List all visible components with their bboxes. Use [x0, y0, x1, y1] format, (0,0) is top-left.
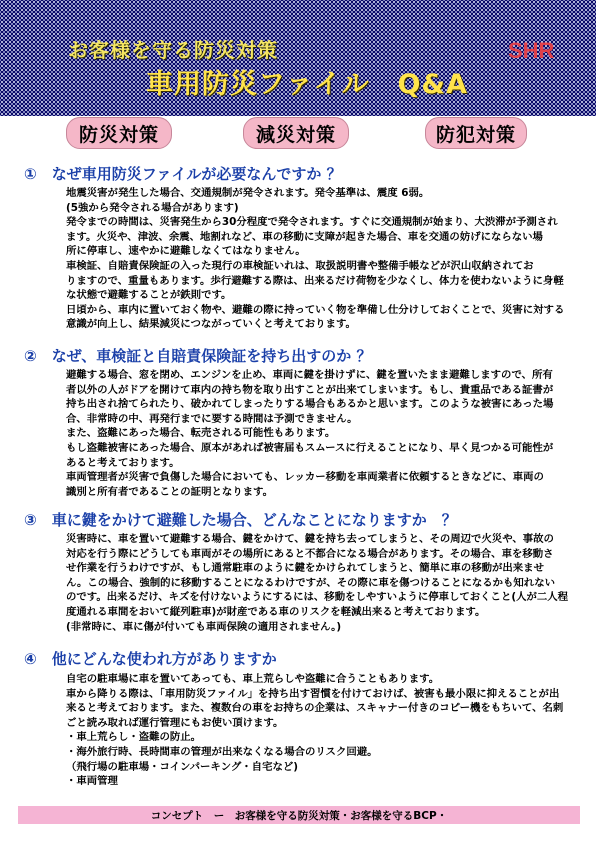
- answer-line: 度通れる車間をおいて縦列駐車)が財産である車のリスクを軽減出来ると考えております。: [66, 605, 486, 618]
- answer-line: 車両管理者が災害で負傷した場合においても、レッカー移動を車両業者に依頼するときなどに、車両の: [66, 471, 544, 484]
- footer-concept: コンセプト ー お客様を守る防災対策・お客様を守るBCP・: [18, 806, 580, 824]
- answer-line: 意識が向上し、結果減災につながっていくと考えております。: [66, 318, 356, 331]
- answer-line: 自宅の駐車場に車を置いてあっても、車上荒らしや盗難に合うこともあります。: [66, 673, 440, 685]
- answer-line: 避難する場合、窓を閉め、エンジンを止め、車両に鍵を掛けずに、鍵を置いたまま避難しますので、所有: [66, 369, 553, 381]
- answer-2: [66, 368, 566, 499]
- answer-line: ・海外旅行時、長時間車の管理が出来なくなる場合のリスク回避。: [66, 745, 378, 758]
- answer-line: 地震災害が発生した場合、交通規制が発令されます。発令基準は、震度 6弱。: [66, 187, 430, 199]
- answer-line: のです。出来るだけ、キズを付けないようにするには、移動をしやすいように停車しておくこと(人が二人程: [66, 591, 569, 604]
- question-2: ② なぜ、車検証と自賠責保険証を持ち出すのか ？: [24, 347, 372, 365]
- answer-line: (非常時に、車に傷が付いても車両保険の適用されません。): [66, 620, 342, 633]
- answer-line: ・車両管理: [66, 775, 118, 788]
- answer-1: [66, 186, 566, 332]
- answer-line: 発令までの時間は、災害発生から30分程度で発令されます。すぐに交通規制が始まり、大渋滞が予測され: [66, 216, 558, 229]
- answer-line: また、盗難にあった場合、転売される可能性もあります。: [66, 427, 336, 440]
- answer-line: 災害時に、車を置いて避難する場合、鍵をかけて、鍵を持ち去ってしまうと、その周辺で火災や、事故の: [66, 533, 554, 545]
- tag-crime-prevention: 防犯対策: [425, 117, 527, 149]
- answer-line: せ作業を行うわけですが、もし通常駐車のように鍵をかけられてしまうと、簡単に車の移動が出来ませ: [66, 562, 544, 575]
- answer-line: 車検証、自賠責保険証の入った現行の車検証いれは、取扱説明書や整備手帳などが沢山収納されてお: [66, 259, 534, 272]
- answer-3: [66, 532, 569, 634]
- answer-line: 者以外の人がドアを開けて車内の持ち物を取り出すことが出来てしまいます。もし、貴重品である証書が: [66, 383, 554, 396]
- logo-text: SHR: [508, 38, 555, 63]
- answer-line: な状態で避難することが鉄則です。: [66, 289, 232, 302]
- answer-line: 合、非常時の中、再発行までに要する時間は予測できません。: [66, 412, 358, 425]
- answer-line: (5強から発令される場合があります): [66, 201, 239, 214]
- question-4: ④ 他にどんな使われ方がありますか: [24, 650, 277, 668]
- answer-4: [66, 672, 566, 789]
- question-1: ① なぜ車用防災ファイルが必要なんですか ？: [24, 165, 342, 183]
- tag-disaster-mitigation: 減災対策: [243, 117, 349, 149]
- answer-line: 持ち出され捨てられたり、破かれてしまったりする場合もあるかと思います。このような被害にあった場: [66, 398, 554, 411]
- answer-line: ん。この場合、強制的に移動することになるわけですが、その際に車を傷つけることになるかも知れない: [66, 576, 555, 589]
- company-logo: [506, 36, 566, 64]
- answer-line: 所に停車し、速やかに避難しなくてはなりません。: [66, 245, 306, 258]
- answer-line: りますので、重量もあります。歩行避難する際は、出来るだけ荷物を少なくし、体力を使わないように身軽: [66, 274, 564, 287]
- answer-line: ・車上荒らし・盗難の防止。: [66, 731, 202, 744]
- answer-line: 対応を行う際にどうしても車両がその場所にあると不都合になる場合があります。その場合、車を移動さ: [66, 547, 554, 560]
- header-title: 車用防災ファイル Q&A: [146, 69, 468, 100]
- header-subtitle: お客様を守る防災対策: [68, 38, 278, 62]
- answer-line: ます。火災や、津波、余震、地割れなど、車の移動に支障が起きた場合、車を交通の妨げにならない場: [66, 230, 543, 243]
- answer-line: 日頃から、車内に置いておく物や、避難の際に持っていく物を準備し仕分けしておくことで、災害に対する: [66, 303, 565, 316]
- answer-line: 識別と所有者であることの証明となります。: [66, 485, 273, 498]
- answer-line: （飛行場の駐車場・コインパーキング・自宅など): [66, 760, 298, 773]
- answer-line: もし盗難被害にあった場合、原本があれば被害届もスムースに行えることになり、早く見つかる可能性が: [66, 441, 554, 454]
- question-3: ③ 車に鍵をかけて避難した場合、どんなことになりますか ？: [24, 511, 457, 529]
- answer-line: あると考えております。: [66, 456, 180, 469]
- answer-line: 車から降りる際は、「車用防災ファイル」を持ち出す習慣を付けておけば、被害も最小限に抑えることが出: [66, 687, 560, 700]
- header-banner: [0, 0, 596, 116]
- answer-line: 来ると考えております。また、複数台の車をお持ちの企業は、スキャナー付きのコピー機をもちいて、名刺: [66, 702, 564, 715]
- answer-line: ごと読み取れば運行管理にもお使い頂けます。: [66, 716, 284, 729]
- tag-disaster-prevention: 防災対策: [66, 117, 172, 149]
